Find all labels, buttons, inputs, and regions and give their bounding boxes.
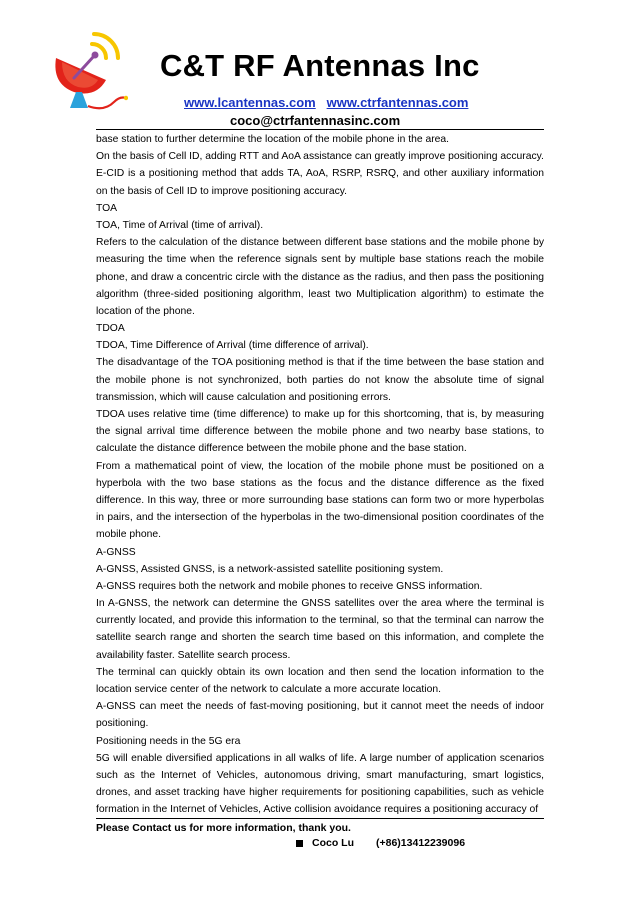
section-heading: A-GNSS	[96, 546, 136, 558]
footer-contact-text: Please Contact us for more information, thank you.	[96, 822, 351, 834]
link-separator	[319, 95, 323, 110]
paragraph: 5G will enable diversified applications in all walks of life. A large number of application scenarios such as the Internet of Vehicles, autonomous driving, smart manufacturing, smart logistics, drones, and asset tracking have higher requirements for positioning capabilities, such as vehicle formation in the Internet of Vehicles, Active collision avoidance requires a positioning accuracy of	[96, 752, 544, 816]
company-name: C&T RF Antennas Inc	[160, 48, 480, 83]
paragraph: In A-GNSS, the network can determine the GNSS satellites over the area where the terminal is currently located, and provide this information to the terminal, so that the terminal can narrow the satellite search range and shorten the search time based on this information, and complete the availability faster. Satellite search process.	[96, 598, 544, 661]
section-heading: Positioning needs in the 5G era	[96, 735, 241, 747]
header-divider	[96, 129, 544, 130]
paragraph: TDOA uses relative time (time difference) to make up for this shortcoming, that is, by measuring the signal arrival time difference between the mobile phone and two nearby base stations, to calculate the distance difference between the mobile phone and the base station.	[96, 409, 544, 455]
paragraph: E-CID is a positioning method that adds TA, AoA, RSRP, RSRQ, and other auxiliary information on the basis of Cell ID to improve positioning accuracy.	[96, 168, 544, 197]
paragraph: Refers to the calculation of the distance between different base stations and the mobile phone by measuring the time when the reference signals sent by multiple base stations reach the mobile phone, and draw a concentric circle with the distance as the radius, and then pass the positioning algorithm (three-sided positioning algorithm, least two Multiplication algorithm) to estimate the location of the phone.	[96, 237, 544, 317]
section-heading: TDOA	[96, 323, 125, 335]
paragraph: A-GNSS can meet the needs of fast-moving positioning, but it cannot meet the needs of indoor positioning.	[96, 701, 544, 730]
website-link-ctrfantennas[interactable]: www.ctrfantennas.com	[326, 95, 469, 110]
contact-email: coco@ctrfantennasinc.com	[230, 113, 401, 128]
website-link-lcantennas[interactable]: www.lcantennas.com	[184, 95, 316, 110]
paragraph: A-GNSS requires both the network and mobile phones to receive GNSS information.	[96, 580, 483, 592]
paragraph: A-GNSS, Assisted GNSS, is a network-assisted satellite positioning system.	[96, 563, 444, 575]
contact-name: Coco Lu	[312, 837, 354, 849]
paragraph: TDOA, Time Difference of Arrival (time difference of arrival).	[96, 340, 369, 352]
satellite-dish-icon	[48, 32, 128, 114]
paragraph: On the basis of Cell ID, adding RTT and AoA assistance can greatly improve positioning accuracy.	[96, 151, 544, 163]
footer-divider	[96, 818, 544, 819]
website-links	[184, 95, 468, 110]
paragraph: base station to further determine the location of the mobile phone in the area.	[96, 134, 450, 145]
paragraph: The disadvantage of the TOA positioning method is that if the time between the base station and the mobile phone is not synchronized, both parties do not know the absolute time of signal transmission, which will cause calculation and positioning errors.	[96, 357, 544, 403]
body-text	[96, 131, 544, 819]
footer-contact-person	[296, 837, 465, 849]
paragraph: The terminal can quickly obtain its own location and then send the location information to the location service center of the network to calculate a more accurate location.	[96, 666, 544, 695]
section-heading: TOA	[96, 202, 118, 214]
paragraph: TOA, Time of Arrival (time of arrival).	[96, 219, 264, 231]
square-bullet-icon	[296, 840, 303, 847]
contact-phone: (+86)13412239096	[376, 837, 466, 849]
paragraph: From a mathematical point of view, the location of the mobile phone must be positioned on a hyperbola with the two base stations as the focus and the distance difference as the fixed difference. In this way, three or more surrounding base stations can form two or more hyperbolas in pairs, and the intersection of the hyperbolas in the two-dimensional position coordinates of the mobile phone.	[96, 460, 544, 541]
